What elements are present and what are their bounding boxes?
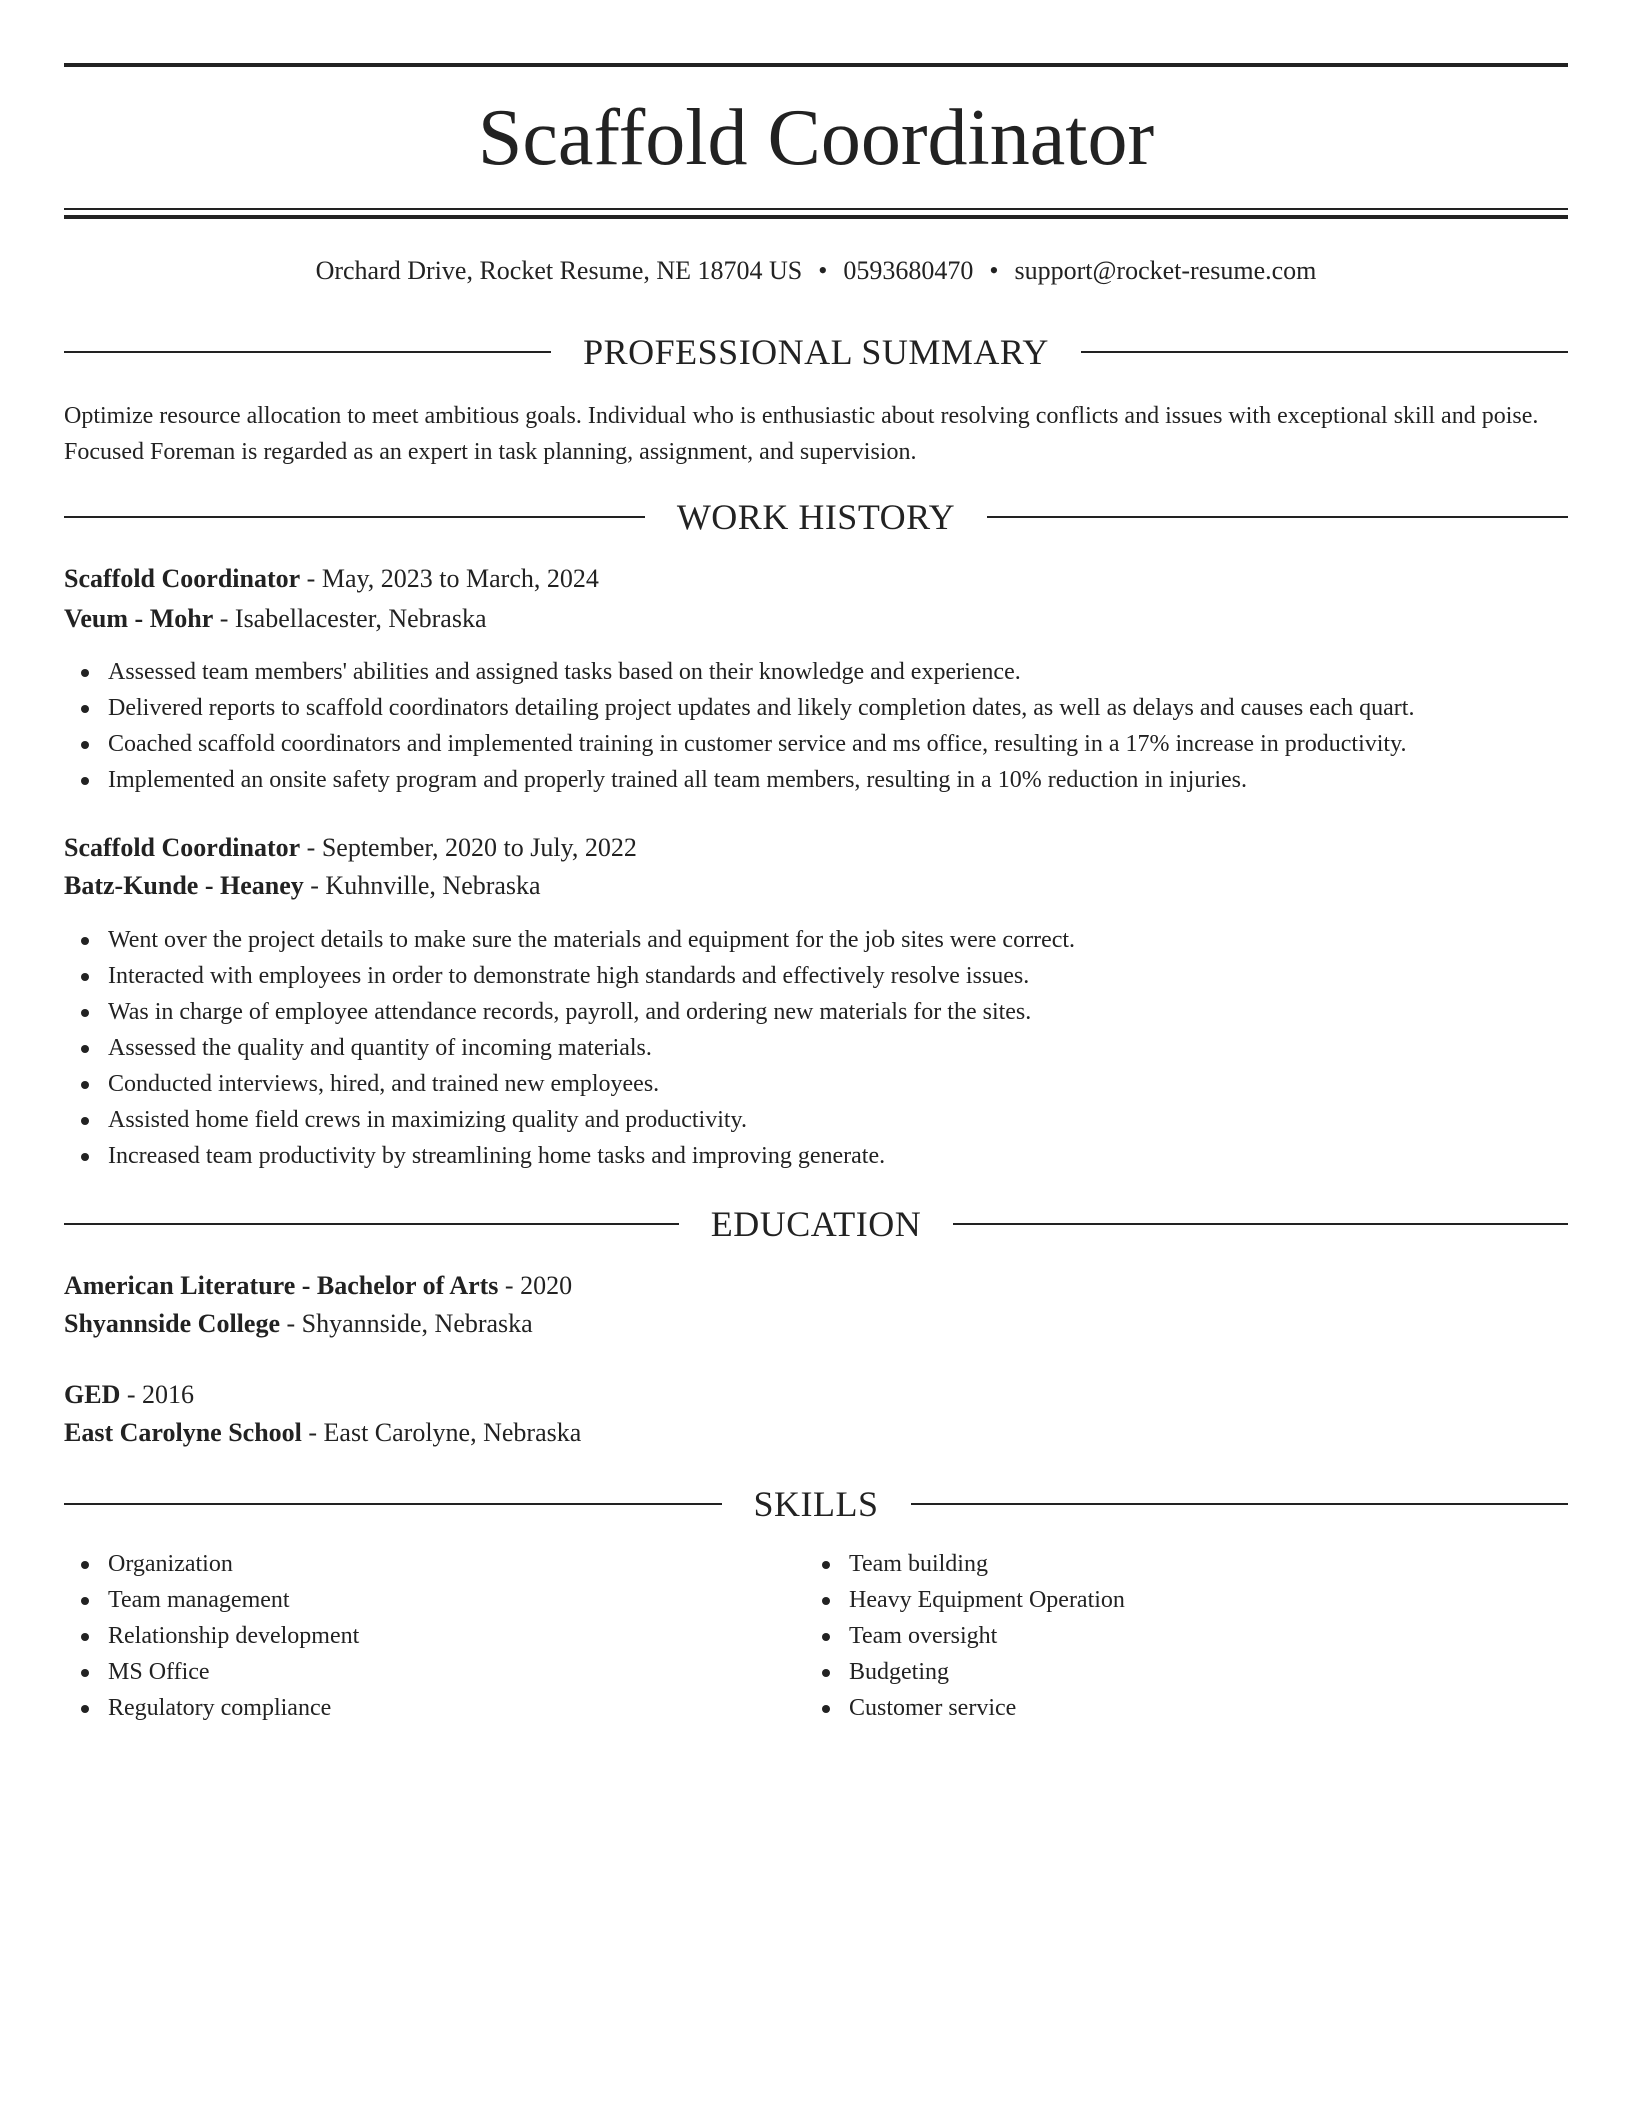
skill-item: Customer service bbox=[805, 1690, 1125, 1726]
contact-line bbox=[64, 254, 1568, 288]
contact-separator: • bbox=[989, 256, 999, 285]
job-title-line bbox=[64, 830, 637, 866]
heading-rule-left bbox=[64, 516, 645, 518]
job-title: Scaffold Coordinator bbox=[64, 833, 301, 862]
section-heading-skills bbox=[64, 1482, 1568, 1526]
job-title-line bbox=[64, 561, 599, 597]
job-dates: - May, 2023 to March, 2024 bbox=[300, 564, 599, 593]
job-location: - Isabellacester, Nebraska bbox=[213, 604, 487, 633]
job-bullet: Delivered reports to scaffold coordinators detailing project updates and likely completion dates, as well as delays and causes each quart. bbox=[64, 690, 1414, 726]
education-location: - Shyannside, Nebraska bbox=[280, 1309, 533, 1338]
skill-item: Relationship development bbox=[64, 1618, 359, 1654]
contact-address: Orchard Drive, Rocket Resume, NE 18704 US bbox=[315, 256, 803, 285]
education-year: - 2020 bbox=[498, 1271, 573, 1300]
education-degree: American Literature - Bachelor of Arts bbox=[64, 1271, 499, 1300]
education-school: Shyannside College bbox=[64, 1309, 280, 1338]
section-title: PROFESSIONAL SUMMARY bbox=[583, 332, 1049, 372]
job-bullets bbox=[64, 922, 1075, 1174]
section-title: WORK HISTORY bbox=[676, 497, 956, 537]
job-location: - Kuhnville, Nebraska bbox=[303, 871, 541, 900]
section-title: SKILLS bbox=[753, 1484, 879, 1524]
section-heading-summary bbox=[64, 330, 1568, 374]
job-company: Batz-Kunde - Heaney bbox=[64, 871, 304, 900]
skill-item: Heavy Equipment Operation bbox=[805, 1582, 1125, 1618]
job-company: Veum - Mohr bbox=[64, 604, 214, 633]
education-degree-line bbox=[64, 1377, 194, 1413]
education-location: - East Carolyne, Nebraska bbox=[301, 1418, 582, 1447]
heading-rule-right bbox=[911, 1503, 1569, 1505]
heading-rule-left bbox=[64, 1223, 679, 1225]
section-heading-education bbox=[64, 1202, 1568, 1246]
skill-item: Organization bbox=[64, 1546, 359, 1582]
job-bullet: Conducted interviews, hired, and trained new employees. bbox=[64, 1066, 1075, 1102]
header-top-rule bbox=[64, 63, 1568, 67]
job-title: Scaffold Coordinator bbox=[64, 564, 301, 593]
education-degree-line bbox=[64, 1268, 572, 1304]
job-bullet: Assessed the quality and quantity of incoming materials. bbox=[64, 1030, 1075, 1066]
education-school: East Carolyne School bbox=[64, 1418, 302, 1447]
section-heading-work bbox=[64, 495, 1568, 539]
job-bullet: Assessed team members' abilities and assigned tasks based on their knowledge and experience. bbox=[64, 654, 1414, 690]
heading-rule-right bbox=[1081, 351, 1568, 353]
job-bullet: Went over the project details to make sure the materials and equipment for the job sites were correct. bbox=[64, 922, 1075, 958]
skill-item: Team building bbox=[805, 1546, 1125, 1582]
job-company-line bbox=[64, 868, 541, 904]
skill-item: Team oversight bbox=[805, 1618, 1125, 1654]
heading-rule-left bbox=[64, 351, 551, 353]
job-bullet: Interacted with employees in order to demonstrate high standards and effectively resolve issues. bbox=[64, 958, 1075, 994]
job-bullet: Was in charge of employee attendance records, payroll, and ordering new materials for the sites. bbox=[64, 994, 1075, 1030]
heading-rule-right bbox=[953, 1223, 1568, 1225]
job-bullet: Coached scaffold coordinators and implemented training in customer service and ms office, resulting in a 17% increase in productivity. bbox=[64, 726, 1414, 762]
job-bullets bbox=[64, 654, 1414, 798]
candidate-name: Scaffold Coordinator bbox=[477, 94, 1155, 182]
job-dates: - September, 2020 to July, 2022 bbox=[300, 833, 637, 862]
skill-item: Regulatory compliance bbox=[64, 1690, 359, 1726]
education-school-line bbox=[64, 1415, 581, 1451]
contact-phone: 0593680470 bbox=[843, 256, 974, 285]
education-school-line bbox=[64, 1306, 533, 1342]
heading-rule-left bbox=[64, 1503, 722, 1505]
skill-item: Budgeting bbox=[805, 1654, 1125, 1690]
skill-item: MS Office bbox=[64, 1654, 359, 1690]
job-bullet: Increased team productivity by streamlining home tasks and improving generate. bbox=[64, 1138, 1075, 1174]
section-title: EDUCATION bbox=[710, 1204, 922, 1244]
header-rule-thick bbox=[64, 215, 1568, 219]
job-bullet: Implemented an onsite safety program and properly trained all team members, resulting in a 10% reduction in injuries. bbox=[64, 762, 1414, 798]
job-bullet: Assisted home field crews in maximizing quality and productivity. bbox=[64, 1102, 1075, 1138]
summary-text: Optimize resource allocation to meet ambitious goals. Individual who is enthusiastic about resolving conflicts and issues with exceptional skill and poise. Focused Foreman is regarded as an expert in task planning, assignment, and supervision. bbox=[64, 403, 1539, 465]
contact-email[interactable]: support@rocket-resume.com bbox=[1014, 256, 1317, 285]
skills-list-left bbox=[64, 1546, 359, 1726]
education-degree: GED bbox=[64, 1380, 121, 1409]
header-rule-thin bbox=[64, 208, 1568, 210]
job-company-line bbox=[64, 601, 487, 637]
education-year: - 2016 bbox=[120, 1380, 195, 1409]
contact-separator: • bbox=[818, 256, 828, 285]
skills-list-right bbox=[805, 1546, 1125, 1726]
heading-rule-right bbox=[987, 516, 1568, 518]
skill-item: Team management bbox=[64, 1582, 359, 1618]
